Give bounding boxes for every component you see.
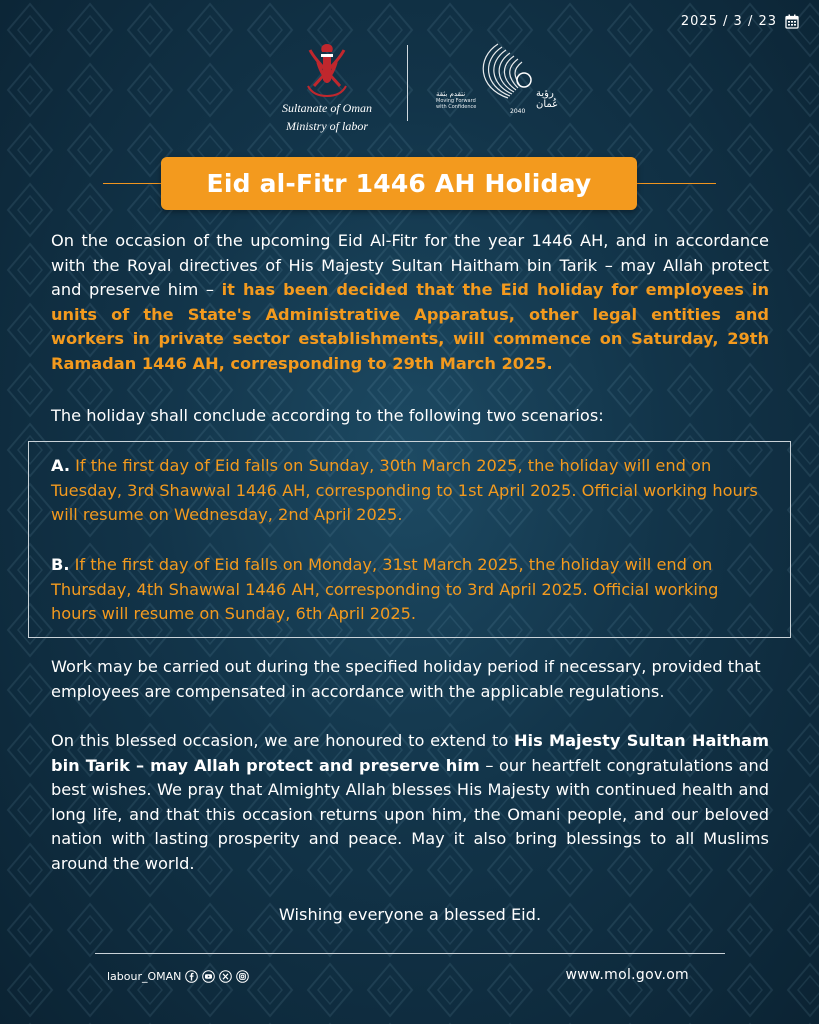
vision-arabic-title: رؤية عُمان — [536, 88, 559, 110]
greeting-bold: His Majesty Sultan Haitham bin Tarik – may Allah protect and preserve him — [51, 731, 769, 775]
page-title: Eid al-Fitr 1446 AH Holiday — [206, 169, 592, 198]
title-banner — [161, 157, 637, 210]
header — [0, 40, 819, 133]
scenario-b-text: If the first day of Eid falls on Monday, 31st March 2025, the holiday will end on Thursday, 4th Shawwal 1446 AH, corresponding to 3rd April 2025. Official working hours will resume on Sunday, 6th April 2025. — [51, 555, 719, 623]
website-link[interactable]: www.mol.gov.om — [565, 967, 689, 983]
org-line-2: Ministry of labor — [285, 119, 368, 133]
youtube-icon[interactable] — [202, 970, 215, 983]
org-line-1: Sultanate of Oman — [282, 101, 372, 115]
scenario-a-label: A. — [51, 456, 70, 475]
oman-emblem — [300, 40, 354, 98]
vision-2040-logo — [436, 44, 576, 124]
title-line-left — [103, 183, 161, 184]
vision-tagline-arabic: نتقدم بثقة — [436, 90, 466, 98]
date-display — [681, 14, 799, 29]
header-divider — [407, 45, 408, 121]
scenarios-intro: The holiday shall conclude according to the following two scenarios: — [51, 406, 604, 425]
date-text: 2025 / 3 / 23 — [680, 14, 777, 29]
scenario-a-text: If the first day of Eid falls on Sunday, 30th March 2025, the holiday will end on Tuesday, 3rd Shawwal 1446 AH, corresponding to 1st April 2025. Official working hours will resume on Wednesday, 2nd April 2025. — [51, 456, 758, 524]
vision-tagline-english: Moving Forward with Confidence — [436, 98, 477, 110]
facebook-icon[interactable] — [185, 970, 198, 983]
footer-divider — [95, 953, 725, 954]
social-handle: labour_OMAN — [107, 970, 182, 983]
scenario-b-label: B. — [51, 555, 70, 574]
intro-highlight: it has been decided that the Eid holiday for employees in units of the State's Administrative Apparatus, other legal entities and workers in private sector establishments, will commence on Saturday, 29th Ramadan 1446 AH, corresponding to 29th March 2025. — [51, 280, 770, 373]
instagram-icon[interactable] — [236, 970, 249, 983]
social-links — [107, 970, 249, 983]
x-icon[interactable] — [219, 970, 232, 983]
closing-line: Wishing everyone a blessed Eid. — [278, 905, 542, 924]
vision-year: 2040 — [510, 108, 526, 115]
title-line-right — [637, 183, 716, 184]
work-note: Work may be carried out during the specified holiday period if necessary, provided that employees are compensated in accordance with the applicable regulations. — [51, 657, 761, 701]
scenario-b — [51, 553, 769, 627]
calendar-icon — [785, 14, 799, 29]
intro-text: On the occasion of the upcoming Eid Al-Fitr for the year 1446 AH, and in accordance with the Royal directives of His Majesty Sultan Haitham bin Tarik – may Allah protect and preserve him – — [51, 231, 769, 299]
intro-paragraph — [51, 229, 769, 376]
scenario-a — [51, 454, 769, 528]
greeting-part-1: On this blessed occasion, we are honoured to extend to — [51, 731, 514, 750]
greeting-part-2: – our heartfelt congratulations and best wishes. We pray that Almighty Allah blesses His Majesty with continued health and long life, and that this occasion returns upon him, the Omani people, and our beloved nation with lasting prosperity and peace. May it also bring blessings to all Muslims around the world. — [51, 755, 769, 873]
greeting-paragraph — [51, 729, 769, 876]
ministry-logo — [262, 40, 392, 134]
